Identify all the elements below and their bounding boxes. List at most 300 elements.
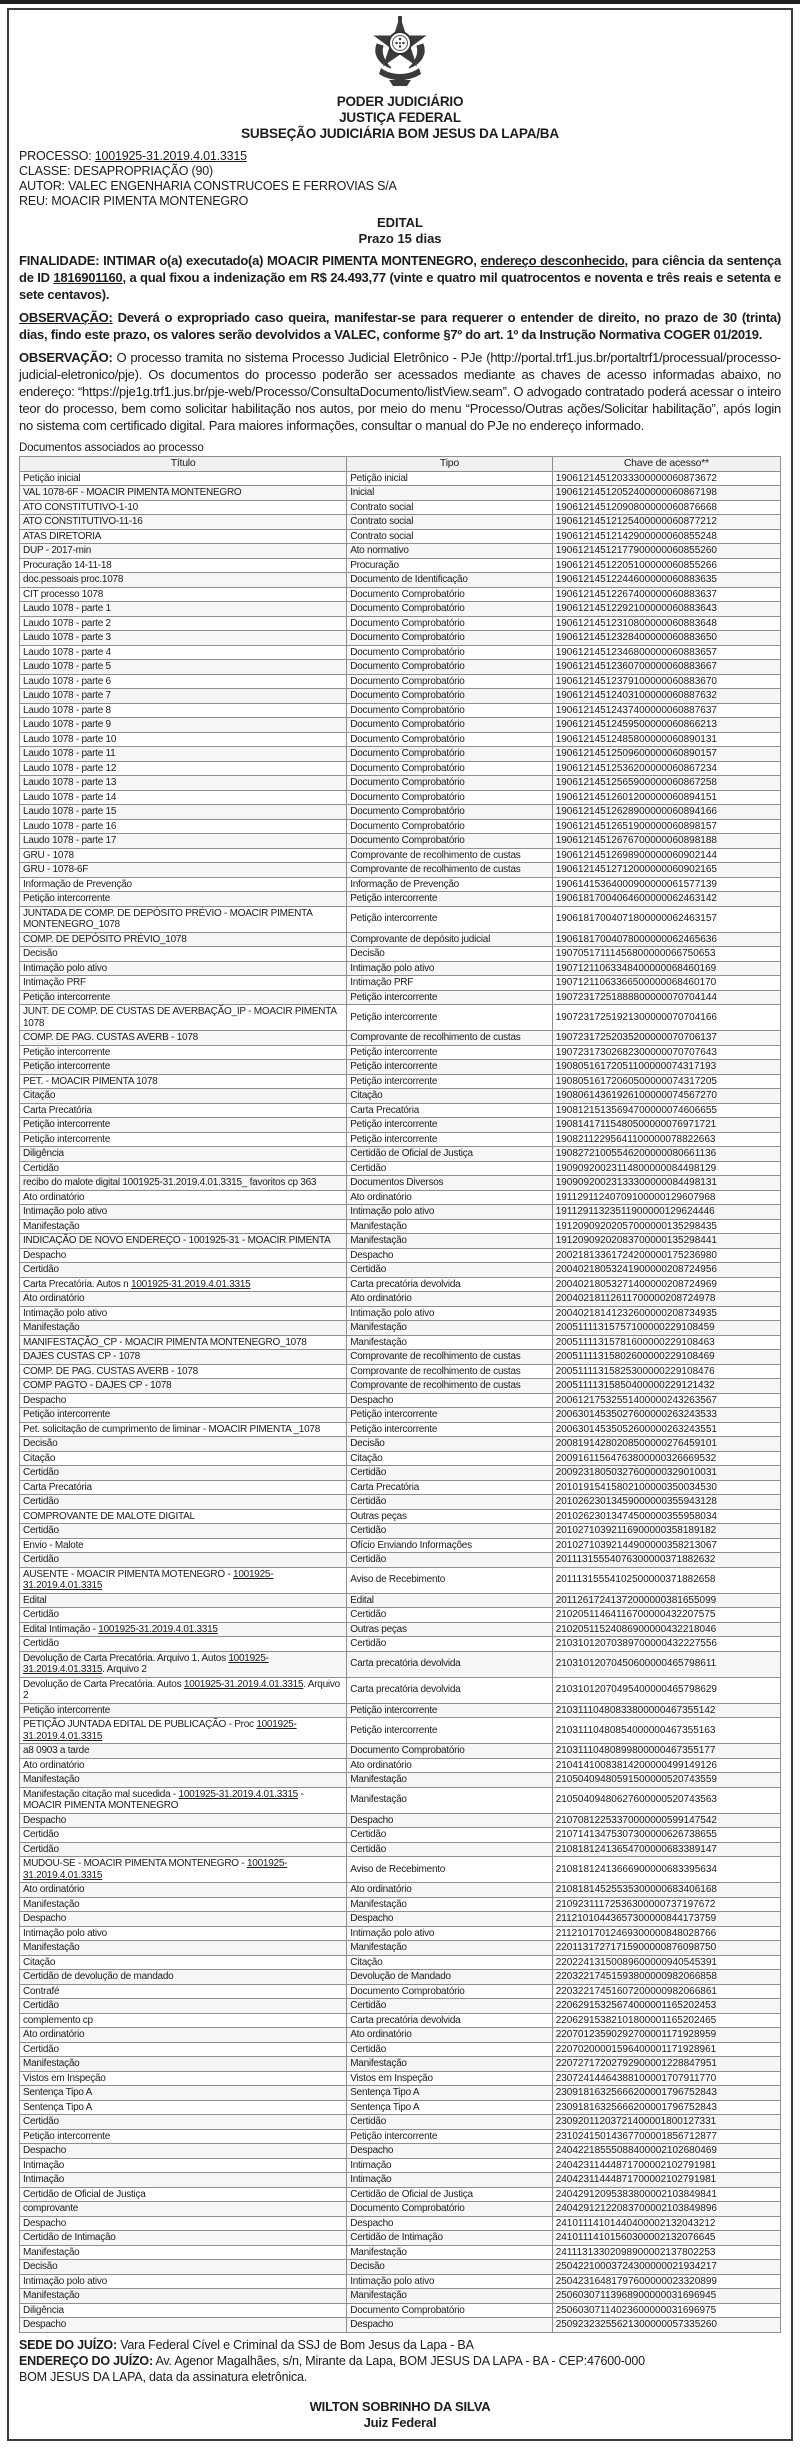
doc-access-key-cell: 20040218141232600000208734935: [552, 1306, 780, 1321]
doc-access-key-cell: 19061214512601200000060894151: [552, 790, 780, 805]
table-row: [20, 761, 781, 776]
table-row: [20, 1984, 781, 1999]
column-header-chave: Chave de acesso**: [552, 457, 780, 472]
doc-type-cell: Documento Comprobatório: [347, 819, 552, 834]
doc-type-cell: Devolução de Mandado: [347, 1970, 552, 1985]
doc-type-cell: Petição inicial: [347, 471, 552, 486]
doc-type-cell: Petição intercorrente: [347, 906, 552, 932]
doc-type-cell: Comprovante de recolhimento de custas: [347, 1350, 552, 1365]
doc-title-cell: Laudo 1078 - parte 15: [20, 805, 347, 820]
doc-title-cell: Manifestação: [20, 2245, 347, 2260]
table-row: [20, 660, 781, 675]
doc-type-cell: Comprovante de depósito judicial: [347, 932, 552, 947]
doc-access-key-cell: 20091611564763800000326669532: [552, 1451, 780, 1466]
doc-title-cell: Manifestação: [20, 1321, 347, 1336]
doc-type-cell: Petição intercorrente: [347, 1005, 552, 1031]
table-row: [20, 1161, 781, 1176]
table-row: [20, 602, 781, 617]
table-row: [20, 1466, 781, 1481]
doc-title-cell: Ato ordinatório: [20, 1190, 347, 1205]
doc-type-cell: Intimação: [347, 2173, 552, 2188]
table-row: [20, 1147, 781, 1162]
autor-line: AUTOR: VALEC ENGENHARIA CONSTRUCOES E FERROVIAS S/A: [19, 179, 397, 193]
doc-title-cell: Intimação polo ativo: [20, 1306, 347, 1321]
doc-access-key-cell: 20102623013459000000355943128: [552, 1495, 780, 1510]
doc-title-cell: Laudo 1078 - parte 14: [20, 790, 347, 805]
doc-access-key-cell: 21081812413666900000683395634: [552, 1857, 780, 1883]
doc-title-cell: Petição intercorrente: [20, 2129, 347, 2144]
doc-title-cell: COMP. DE PAG. CUSTAS AVERB - 1078: [20, 1031, 347, 1046]
table-row: [20, 1495, 781, 1510]
doc-type-cell: Carta precatória devolvida: [347, 1651, 552, 1677]
doc-access-key-cell: 19061817004071800000062463157: [552, 906, 780, 932]
table-row: [20, 2158, 781, 2173]
doc-title-cell: Petição intercorrente: [20, 1703, 347, 1718]
doc-title-cell: ATO CONSTITUTIVO-11-16: [20, 515, 347, 530]
table-row: [20, 718, 781, 733]
doc-type-cell: Documento Comprobatório: [347, 732, 552, 747]
doc-type-cell: Petição intercorrente: [347, 2129, 552, 2144]
doc-access-key-cell: 19120909202083700000135298441: [552, 1234, 780, 1249]
doc-title-cell: Certidão: [20, 1466, 347, 1481]
city-signature-line: BOM JESUS DA LAPA, data da assinatura eletrônica.: [19, 2369, 308, 2384]
doc-type-cell: Documento Comprobatório: [347, 2202, 552, 2217]
doc-title-cell: Laudo 1078 - parte 6: [20, 674, 347, 689]
classe-line: CLASSE: DESAPROPRIAÇÃO (90): [19, 164, 213, 178]
doc-title-cell: Certidão de devolução de mandado: [20, 1970, 347, 1985]
doc-title-cell: Despacho: [20, 2216, 347, 2231]
doc-title-cell: MUDOU-SE - MOACIR PIMENTA MONTENEGRO - 1001925-31.2019.4.01.3315: [20, 1857, 347, 1883]
doc-type-cell: Manifestação: [347, 1321, 552, 1336]
doc-type-cell: Certidão: [347, 1828, 552, 1843]
doc-type-cell: Carta Precatória: [347, 1480, 552, 1495]
doc-type-cell: Vistos em Inspeção: [347, 2071, 552, 2086]
table-row: [20, 2245, 781, 2260]
doc-title-cell: COMP. DE PAG. CUSTAS AVERB - 1078: [20, 1364, 347, 1379]
doc-type-cell: Petição intercorrente: [347, 1703, 552, 1718]
doc-access-key-cell: 19061214512485800000060890131: [552, 732, 780, 747]
doc-type-cell: Comprovante de recolhimento de custas: [347, 1379, 552, 1394]
doc-access-key-cell: 20101915415802100000350034530: [552, 1480, 780, 1495]
doc-access-key-cell: 22070200001596400001171928961: [552, 2042, 780, 2057]
doc-title-cell: Devolução de Carta Precatória. Autos 1001925-31.2019.4.01.3315. Arquivo 2: [20, 1677, 347, 1703]
doc-access-key-cell: 20111315554076300000371882632: [552, 1553, 780, 1568]
doc-type-cell: Ato ordinatório: [347, 1292, 552, 1307]
table-row: [20, 1321, 781, 1336]
table-row: [20, 906, 781, 932]
doc-access-key-cell: 19072317251921300000070704166: [552, 1005, 780, 1031]
doc-type-cell: Carta Precatória: [347, 1103, 552, 1118]
doc-title-cell: Decisão: [20, 2260, 347, 2275]
doc-access-key-cell: 22062915325674000001165202453: [552, 1999, 780, 2014]
doc-title-cell: Despacho: [20, 2318, 347, 2333]
doc-access-key-cell: 22062915382101800001165202465: [552, 2013, 780, 2028]
doc-access-key-cell: 19061214512125400000060877212: [552, 515, 780, 530]
doc-access-key-cell: 19061214512310800000060883648: [552, 616, 780, 631]
doc-access-key-cell: 19061214512651900000060898157: [552, 819, 780, 834]
table-row: [20, 1074, 781, 1089]
doc-type-cell: Petição intercorrente: [347, 990, 552, 1005]
doc-title-cell: GRU - 1078-6F: [20, 863, 347, 878]
doc-title-cell: Laudo 1078 - parte 17: [20, 834, 347, 849]
table-row: [20, 1393, 781, 1408]
doc-type-cell: Certidão de Oficial de Justiça: [347, 2187, 552, 2202]
doc-access-key-cell: 19090920023133300000084498131: [552, 1176, 780, 1191]
table-row: [20, 1622, 781, 1637]
doc-type-cell: Petição intercorrente: [347, 1408, 552, 1423]
table-row: [20, 631, 781, 646]
doc-access-key-cell: 22070123590292700001171928959: [552, 2028, 780, 2043]
sede-do-juizo-line: SEDE DO JUÍZO: Vara Federal Cível e Criminal da SSJ de Bom Jesus da Lapa - BA: [19, 2337, 474, 2352]
doc-access-key-cell: 21092311172536300000737197672: [552, 1897, 780, 1912]
doc-type-cell: Documento Comprobatório: [347, 776, 552, 791]
table-row: [20, 2202, 781, 2217]
doc-title-cell: Certidão: [20, 1637, 347, 1652]
doc-access-key-cell: 24042311444871700002102791981: [552, 2173, 780, 2188]
doc-type-cell: Despacho: [347, 1912, 552, 1927]
doc-title-cell: Laudo 1078 - parte 9: [20, 718, 347, 733]
doc-title-cell: Carta Precatória: [20, 1103, 347, 1118]
doc-type-cell: Citação: [347, 1089, 552, 1104]
documents-table-label: Documentos associados ao processo: [19, 442, 204, 454]
doc-type-cell: Documento Comprobatório: [347, 747, 552, 762]
doc-title-cell: Laudo 1078 - parte 4: [20, 645, 347, 660]
doc-access-key-cell: 19061214512267400000060883637: [552, 587, 780, 602]
doc-access-key-cell: 21031110480854000000467355163: [552, 1718, 780, 1744]
table-row: [20, 1955, 781, 1970]
doc-title-cell: Contrafé: [20, 1984, 347, 1999]
table-row: [20, 1718, 781, 1744]
doc-access-key-cell: 25092323255621300000057335260: [552, 2318, 780, 2333]
doc-type-cell: Carta precatória devolvida: [347, 2013, 552, 2028]
table-row: [20, 471, 781, 486]
doc-title-cell: Despacho: [20, 1393, 347, 1408]
table-row: [20, 1857, 781, 1883]
doc-type-cell: Manifestação: [347, 2245, 552, 2260]
doc-title-cell: doc.pessoais proc.1078: [20, 573, 347, 588]
doc-type-cell: Manifestação: [347, 1234, 552, 1249]
doc-type-cell: Decisão: [347, 2260, 552, 2275]
doc-type-cell: Decisão: [347, 947, 552, 962]
doc-type-cell: Ofício Enviando Informações: [347, 1538, 552, 1553]
doc-title-cell: Certidão: [20, 1161, 347, 1176]
doc-access-key-cell: 21070812253370000000599147542: [552, 1813, 780, 1828]
table-row: [20, 1219, 781, 1234]
documents-table-body: [20, 471, 781, 2332]
doc-access-key-cell: 19061214512090800000060876668: [552, 500, 780, 515]
doc-type-cell: Documento de Identificação: [347, 573, 552, 588]
doc-type-cell: Certidão: [347, 1161, 552, 1176]
doc-access-key-cell: 24101114101560300002132076645: [552, 2231, 780, 2246]
table-row: [20, 848, 781, 863]
doc-type-cell: Carta precatória devolvida: [347, 1277, 552, 1292]
doc-type-cell: Manifestação: [347, 1787, 552, 1813]
doc-type-cell: Ato ordinatório: [347, 2028, 552, 2043]
table-row: [20, 1677, 781, 1703]
doc-type-cell: Ato normativo: [347, 544, 552, 559]
table-row: [20, 1263, 781, 1278]
doc-title-cell: Petição intercorrente: [20, 1118, 347, 1133]
doc-type-cell: Petição intercorrente: [347, 1045, 552, 1060]
table-row: [20, 1970, 781, 1985]
table-row: [20, 1912, 781, 1927]
doc-type-cell: Sentença Tipo A: [347, 2086, 552, 2101]
table-row: [20, 558, 781, 573]
table-row: [20, 819, 781, 834]
table-row: [20, 1422, 781, 1437]
doc-title-cell: Laudo 1078 - parte 12: [20, 761, 347, 776]
doc-title-cell: complemento cp: [20, 2013, 347, 2028]
process-number: 1001925-31.2019.4.01.3315: [94, 149, 247, 163]
doc-title-cell: Petição intercorrente: [20, 1408, 347, 1423]
process-line: [19, 149, 781, 164]
doc-type-cell: Decisão: [347, 1437, 552, 1452]
table-row: [20, 947, 781, 962]
doc-title-cell: Certidão: [20, 1495, 347, 1510]
doc-access-key-cell: 19061214512509600000060890157: [552, 747, 780, 762]
doc-access-key-cell: 19061214512628900000060894166: [552, 805, 780, 820]
doc-type-cell: Certidão de Oficial de Justiça: [347, 1147, 552, 1162]
table-row: [20, 2071, 781, 2086]
doc-type-cell: Informação de Prevenção: [347, 877, 552, 892]
table-row: [20, 1060, 781, 1075]
doc-title-cell: Despacho: [20, 1912, 347, 1927]
table-row: [20, 1787, 781, 1813]
observacao-1-paragraph: OBSERVAÇÃO: Deverá o expropriado caso queira, manifestar-se para requerer o entender de direito, no prazo de 30 (trinta) dias, findo este prazo, os valores serão devolvidos a VALEC, conforme §7º do art. 1º da Instrução Normativa COGER 01/2019.: [19, 310, 781, 342]
table-row: [20, 1553, 781, 1568]
doc-type-cell: Edital: [347, 1593, 552, 1608]
doc-title-cell: COMP. DE DEPÓSITO PRÉVIO_1078: [20, 932, 347, 947]
doc-title-cell: Certidão: [20, 1608, 347, 1623]
doc-title-cell: Manifestação: [20, 1897, 347, 1912]
doc-access-key-cell: 21031012070495400000465798629: [552, 1677, 780, 1703]
doc-type-cell: Ato ordinatório: [347, 1190, 552, 1205]
table-row: [20, 1703, 781, 1718]
table-row: [20, 1292, 781, 1307]
table-row: [20, 1118, 781, 1133]
doc-access-key-cell: 20111315554102500000371882658: [552, 1567, 780, 1593]
doc-type-cell: Documento Comprobatório: [347, 718, 552, 733]
doc-type-cell: Documento Comprobatório: [347, 631, 552, 646]
doc-access-key-cell: 24042912095383800002103849841: [552, 2187, 780, 2202]
table-row: [20, 645, 781, 660]
org-line-poder-judiciario: PODER JUDICIÁRIO: [336, 94, 464, 109]
documents-table: [19, 456, 781, 2333]
doc-access-key-cell: 19080614361926100000074567270: [552, 1089, 780, 1104]
table-row: [20, 961, 781, 976]
table-row: [20, 2115, 781, 2130]
doc-type-cell: Comprovante de recolhimento de custas: [347, 1364, 552, 1379]
doc-type-cell: Despacho: [347, 1248, 552, 1263]
doc-access-key-cell: 21121010443657300000844173759: [552, 1912, 780, 1927]
doc-type-cell: Petição intercorrente: [347, 1422, 552, 1437]
doc-title-cell: Laudo 1078 - parte 13: [20, 776, 347, 791]
table-row: [20, 1758, 781, 1773]
doc-title-cell: Certidão: [20, 1999, 347, 2014]
doc-access-key-cell: 20063014535027600000263243533: [552, 1408, 780, 1423]
doc-title-cell: Despacho: [20, 1248, 347, 1263]
column-header-titulo: Título: [20, 457, 347, 472]
doc-type-cell: Certidão de Intimação: [347, 2231, 552, 2246]
table-row: [20, 1005, 781, 1031]
table-row: [20, 1524, 781, 1539]
documents-table-header-row: [20, 457, 781, 472]
doc-title-cell: Citação: [20, 1089, 347, 1104]
table-row: [20, 2129, 781, 2144]
doc-title-cell: Informação de Prevenção: [20, 877, 347, 892]
doc-access-key-cell: 25042316481797600000023320899: [552, 2274, 780, 2289]
doc-title-cell: Certidão: [20, 1524, 347, 1539]
doc-access-key-cell: 19112911323511900000129624446: [552, 1205, 780, 1220]
doc-access-key-cell: 21031110480899800000467355177: [552, 1744, 780, 1759]
doc-access-key-cell: 23091816325666200001796752843: [552, 2086, 780, 2101]
table-row: [20, 2057, 781, 2072]
doc-access-key-cell: 19061214512052400000060867198: [552, 486, 780, 501]
table-row: [20, 1234, 781, 1249]
table-row: [20, 1205, 781, 1220]
doc-access-key-cell: 24101114101440400002132043212: [552, 2216, 780, 2231]
table-row: [20, 1277, 781, 1292]
doc-access-key-cell: 21031012070389700000432227556: [552, 1637, 780, 1652]
doc-title-cell: COMPROVANTE DE MALOTE DIGITAL: [20, 1509, 347, 1524]
doc-access-key-cell: 20040218053241900000208724956: [552, 1263, 780, 1278]
doc-type-cell: Intimação polo ativo: [347, 1306, 552, 1321]
doc-access-key-cell: 19080516172051100000074317193: [552, 1060, 780, 1075]
table-row: [20, 1089, 781, 1104]
doc-title-cell: Petição intercorrente: [20, 1060, 347, 1075]
doc-access-key-cell: 20051111315781600000229108463: [552, 1335, 780, 1350]
doc-type-cell: Intimação polo ativo: [347, 1926, 552, 1941]
doc-title-cell: Manifestação: [20, 1219, 347, 1234]
table-row: [20, 1045, 781, 1060]
doc-title-cell: Manifestação: [20, 1773, 347, 1788]
doc-type-cell: Carta precatória devolvida: [347, 1677, 552, 1703]
doc-title-cell: Intimação polo ativo: [20, 1926, 347, 1941]
table-row: [20, 500, 781, 515]
reu-line: REU: MOACIR PIMENTA MONTENEGRO: [19, 194, 249, 208]
doc-access-key-cell: 20021813361724200000175236980: [552, 1248, 780, 1263]
doc-title-cell: ATO CONSTITUTIVO-1-10: [20, 500, 347, 515]
doc-title-cell: Manifestação: [20, 1941, 347, 1956]
doc-title-cell: Diligência: [20, 1147, 347, 1162]
doc-type-cell: Certidão: [347, 1524, 552, 1539]
doc-type-cell: Intimação polo ativo: [347, 1205, 552, 1220]
edital-title: EDITAL: [377, 215, 423, 230]
doc-title-cell: Petição intercorrente: [20, 1045, 347, 1060]
table-row: [20, 932, 781, 947]
doc-access-key-cell: 20102710392144900000358213067: [552, 1538, 780, 1553]
doc-type-cell: Documento Comprobatório: [347, 660, 552, 675]
table-row: [20, 2086, 781, 2101]
doc-title-cell: Certidão: [20, 2115, 347, 2130]
table-row: [20, 544, 781, 559]
doc-access-key-cell: 19061214512698900000060902144: [552, 848, 780, 863]
doc-type-cell: Manifestação: [347, 1941, 552, 1956]
doc-title-cell: Intimação: [20, 2158, 347, 2173]
table-row: [20, 1897, 781, 1912]
doc-title-cell: CIT processo 1078: [20, 587, 347, 602]
doc-title-cell: Devolução de Carta Precatória. Arquivo 1. Autos 1001925-31.2019.4.01.3315. Arquivo 2: [20, 1651, 347, 1677]
table-row: [20, 1031, 781, 1046]
doc-access-key-cell: 19061415364000900000061577139: [552, 877, 780, 892]
doc-access-key-cell: 20051111315802600000229108469: [552, 1350, 780, 1365]
table-row: [20, 2216, 781, 2231]
doc-access-key-cell: 23102415014367700001856712877: [552, 2129, 780, 2144]
doc-title-cell: Procuração 14-11-18: [20, 558, 347, 573]
doc-type-cell: Manifestação: [347, 2057, 552, 2072]
doc-type-cell: Certidão: [347, 1263, 552, 1278]
table-row: [20, 674, 781, 689]
doc-access-key-cell: 21081812413654700000683389147: [552, 1842, 780, 1857]
doc-type-cell: Comprovante de recolhimento de custas: [347, 1031, 552, 1046]
table-row: [20, 1480, 781, 1495]
doc-type-cell: Petição intercorrente: [347, 892, 552, 907]
doc-access-key-cell: 24042311444871700002102791981: [552, 2158, 780, 2173]
table-row: [20, 2144, 781, 2159]
doc-access-key-cell: 20040218053271400000208724969: [552, 1277, 780, 1292]
doc-title-cell: Citação: [20, 1955, 347, 1970]
doc-access-key-cell: 19061214512292100000060883643: [552, 602, 780, 617]
doc-title-cell: Laudo 1078 - parte 2: [20, 616, 347, 631]
doc-access-key-cell: 19070517111456800000066750653: [552, 947, 780, 962]
table-row: [20, 2100, 781, 2115]
doc-type-cell: Manifestação: [347, 1219, 552, 1234]
doc-access-key-cell: 19061214512177900000060855260: [552, 544, 780, 559]
doc-access-key-cell: 19081417115480500000076971721: [552, 1118, 780, 1133]
doc-title-cell: Laudo 1078 - parte 1: [20, 602, 347, 617]
doc-title-cell: Intimação PRF: [20, 976, 347, 991]
doc-title-cell: VAL 1078-6F - MOACIR PIMENTA MONTENEGRO: [20, 486, 347, 501]
doc-type-cell: Despacho: [347, 1393, 552, 1408]
doc-title-cell: a8 0903 a tarde: [20, 1744, 347, 1759]
table-row: [20, 1813, 781, 1828]
doc-access-key-cell: 19061214512565900000060867258: [552, 776, 780, 791]
doc-access-key-cell: 20102623013474500000355958034: [552, 1509, 780, 1524]
doc-access-key-cell: 19061214512360700000060883667: [552, 660, 780, 675]
doc-access-key-cell: 19112911240709100000129607968: [552, 1190, 780, 1205]
doc-title-cell: Despacho: [20, 1813, 347, 1828]
doc-access-key-cell: 19082112295641100000078822663: [552, 1132, 780, 1147]
doc-title-cell: Edital Intimação - 1001925-31.2019.4.01.3315: [20, 1622, 347, 1637]
table-row: [20, 1306, 781, 1321]
doc-access-key-cell: 20063014535052600000263243551: [552, 1422, 780, 1437]
table-row: [20, 2231, 781, 2246]
table-row: [20, 1773, 781, 1788]
endereco-do-juizo-line: ENDEREÇO DO JUÍZO: Av. Agenor Magalhães, s/n, Mirante da Lapa, BOM JESUS DA LAPA - BA - CEP:47600-000: [19, 2353, 645, 2368]
doc-access-key-cell: 19082721005546200000080661136: [552, 1147, 780, 1162]
doc-type-cell: Ato ordinatório: [347, 1883, 552, 1898]
doc-title-cell: Vistos em Inspeção: [20, 2071, 347, 2086]
doc-access-key-cell: 20061217532551400000243263567: [552, 1393, 780, 1408]
table-row: [20, 1248, 781, 1263]
table-row: [20, 1379, 781, 1394]
table-row: [20, 1176, 781, 1191]
doc-access-key-cell: 22011317271715900000876098750: [552, 1941, 780, 1956]
doc-access-key-cell: 20081914280208500000276459101: [552, 1437, 780, 1452]
doc-type-cell: Comprovante de recolhimento de custas: [347, 848, 552, 863]
table-row: [20, 790, 781, 805]
table-row: [20, 990, 781, 1005]
org-line-subsecao: SUBSEÇÃO JUDICIÁRIA BOM JESUS DA LAPA/BA: [241, 126, 559, 141]
table-row: [20, 834, 781, 849]
table-row: [20, 1538, 781, 1553]
doc-type-cell: Contrato social: [347, 515, 552, 530]
doc-title-cell: JUNT. DE COMP. DE CUSTAS DE AVERBAÇÃO_IP - MOACIR PIMENTA 1078: [20, 1005, 347, 1031]
doc-access-key-cell: 19061214512205100000060855266: [552, 558, 780, 573]
doc-access-key-cell: 20092318050327600000329010031: [552, 1466, 780, 1481]
doc-access-key-cell: 23091816325666200001796752843: [552, 2100, 780, 2115]
doc-access-key-cell: 19090920023114800000084498129: [552, 1161, 780, 1176]
